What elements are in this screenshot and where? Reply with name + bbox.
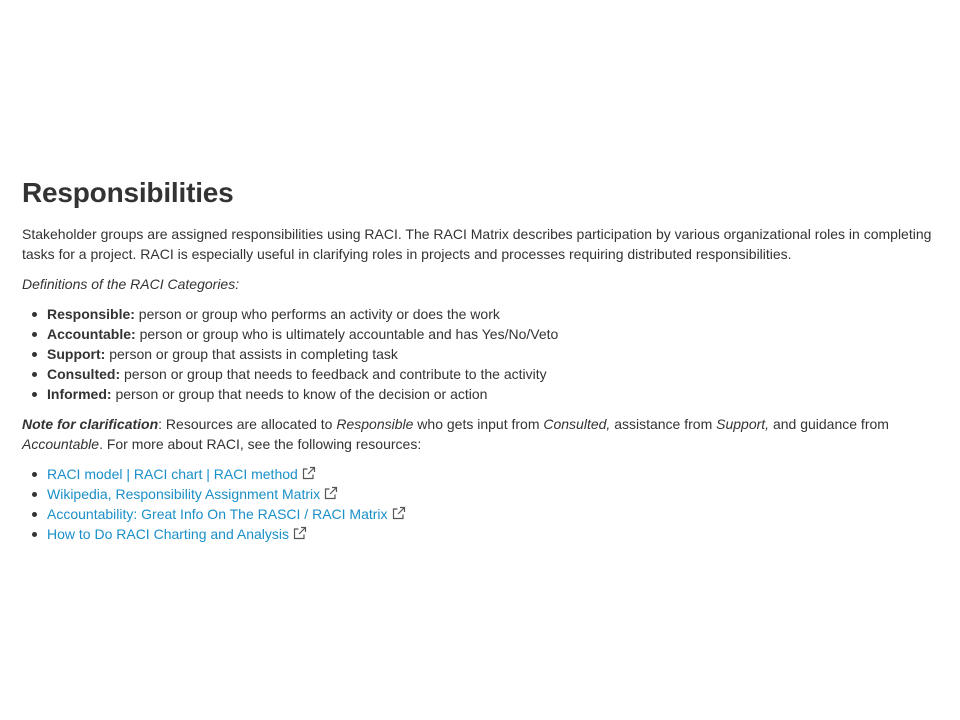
external-link-icon[interactable]	[324, 486, 338, 500]
definition-item	[47, 364, 947, 384]
resource-link-accountability[interactable]: Accountability: Great Info On The RASCI / RACI Matrix	[47, 506, 388, 522]
note-text: . For more about RACI, see the following resources:	[99, 436, 422, 452]
definition-text: person or group that assists in completing task	[105, 346, 398, 362]
bullet-icon	[32, 332, 37, 337]
bullet-icon	[32, 532, 37, 537]
resource-item	[47, 504, 947, 524]
definition-term: Responsible:	[47, 306, 135, 322]
definition-text: person or group who is ultimately accountable and has Yes/No/Veto	[135, 326, 559, 342]
resource-item	[47, 464, 947, 484]
resource-item	[47, 524, 947, 544]
bullet-icon	[32, 512, 37, 517]
definition-term: Informed:	[47, 386, 112, 402]
resource-link-raci-model[interactable]: RACI model | RACI chart | RACI method	[47, 466, 298, 482]
resource-item	[47, 484, 947, 504]
definition-text: person or group who performs an activity or does the work	[134, 306, 500, 322]
bullet-icon	[32, 352, 37, 357]
definition-item	[47, 304, 947, 324]
note-term-responsible: Responsible	[336, 416, 414, 432]
main-content	[22, 176, 947, 544]
note-term-consulted: Consulted,	[543, 416, 611, 432]
bullet-icon	[32, 392, 37, 397]
resource-link-raci-charting[interactable]: How to Do RACI Charting and Analysis	[47, 526, 289, 542]
bullet-icon	[32, 472, 37, 477]
external-link-icon[interactable]	[293, 526, 307, 540]
note-term-support: Support,	[716, 416, 770, 432]
bullet-icon	[32, 312, 37, 317]
external-link-icon[interactable]	[302, 466, 316, 480]
resources-list	[22, 464, 947, 544]
definition-item	[47, 384, 947, 404]
definition-text: person or group that needs to feedback and contribute to the activity	[120, 366, 547, 382]
definitions-list	[22, 304, 947, 404]
note-text: assistance from	[610, 416, 717, 432]
definition-text: person or group that needs to know of the decision or action	[111, 386, 488, 402]
note-text: who gets input from	[413, 416, 544, 432]
clarification-note	[22, 414, 947, 454]
definition-term: Accountable:	[47, 326, 136, 342]
bullet-icon	[32, 492, 37, 497]
bullet-icon	[32, 372, 37, 377]
note-term-accountable: Accountable	[22, 436, 100, 452]
definitions-heading: Definitions of the RACI Categories:	[22, 276, 240, 292]
note-text: and guidance from	[769, 416, 889, 432]
note-text: : Resources are allocated to	[158, 416, 337, 432]
definition-item	[47, 324, 947, 344]
definition-term: Support:	[47, 346, 106, 362]
external-link-icon[interactable]	[392, 506, 406, 520]
definition-term: Consulted:	[47, 366, 121, 382]
intro-paragraph: Stakeholder groups are assigned responsibilities using RACI. The RACI Matrix describes participation by various organizational roles in completing tasks for a project. RACI is especially useful in clarifying roles in projects and processes requiring distributed responsibilities.	[22, 226, 932, 262]
page-title: Responsibilities	[22, 177, 234, 208]
definition-item	[47, 344, 947, 364]
resource-link-wikipedia[interactable]: Wikipedia, Responsibility Assignment Matrix	[47, 486, 321, 502]
note-label: Note for clarification	[22, 416, 159, 432]
